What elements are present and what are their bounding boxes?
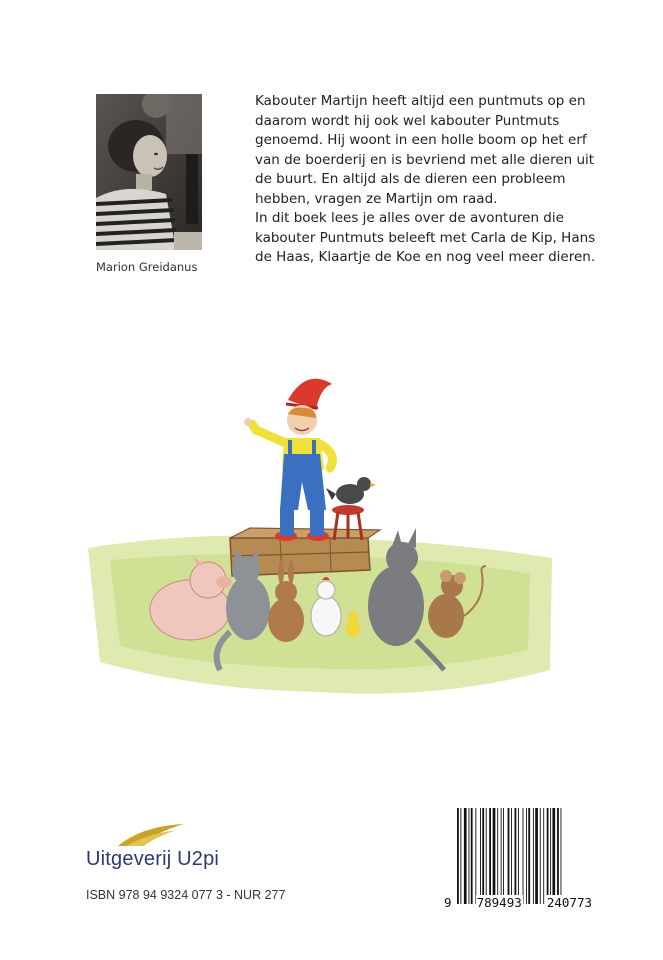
publisher-logo	[86, 822, 256, 882]
barcode-digit-first: 9	[444, 895, 452, 910]
isbn-line: ISBN 978 94 9324 077 3 - NUR 277	[86, 888, 286, 902]
bird-icon	[326, 477, 376, 504]
book-blurb	[255, 92, 615, 268]
author-photo	[96, 94, 202, 250]
publisher-name: Uitgeverij U2pi	[86, 848, 220, 870]
gnome-icon	[244, 379, 332, 541]
barcode-digit-group-2: 240773	[546, 895, 592, 910]
author-caption: Marion Greidanus	[96, 260, 198, 274]
gold-wing-icon	[116, 822, 186, 848]
gnome-with-animals-illustration	[80, 370, 560, 720]
blurb-paragraph-2: In dit boek lees je alles over de avonturen die kabouter Puntmuts beleeft met Carla de Kip, Hans de Haas, Klaartje de Koe en nog veel meer dieren.	[255, 210, 596, 265]
barcode-digit-group-1: 789493	[476, 895, 522, 910]
barcode-digits	[443, 895, 593, 910]
blurb-paragraph-1: Kabouter Martijn heeft altijd een puntmuts op en daarom wordt hij ook wel kabouter Puntmuts genoemd. Hij woont in een holle boom op het erf van de boerderij en is bevriend met alle dieren uit de buurt. En altijd als de dieren een probleem hebben, vragen ze Martijn om raad.	[255, 93, 595, 207]
